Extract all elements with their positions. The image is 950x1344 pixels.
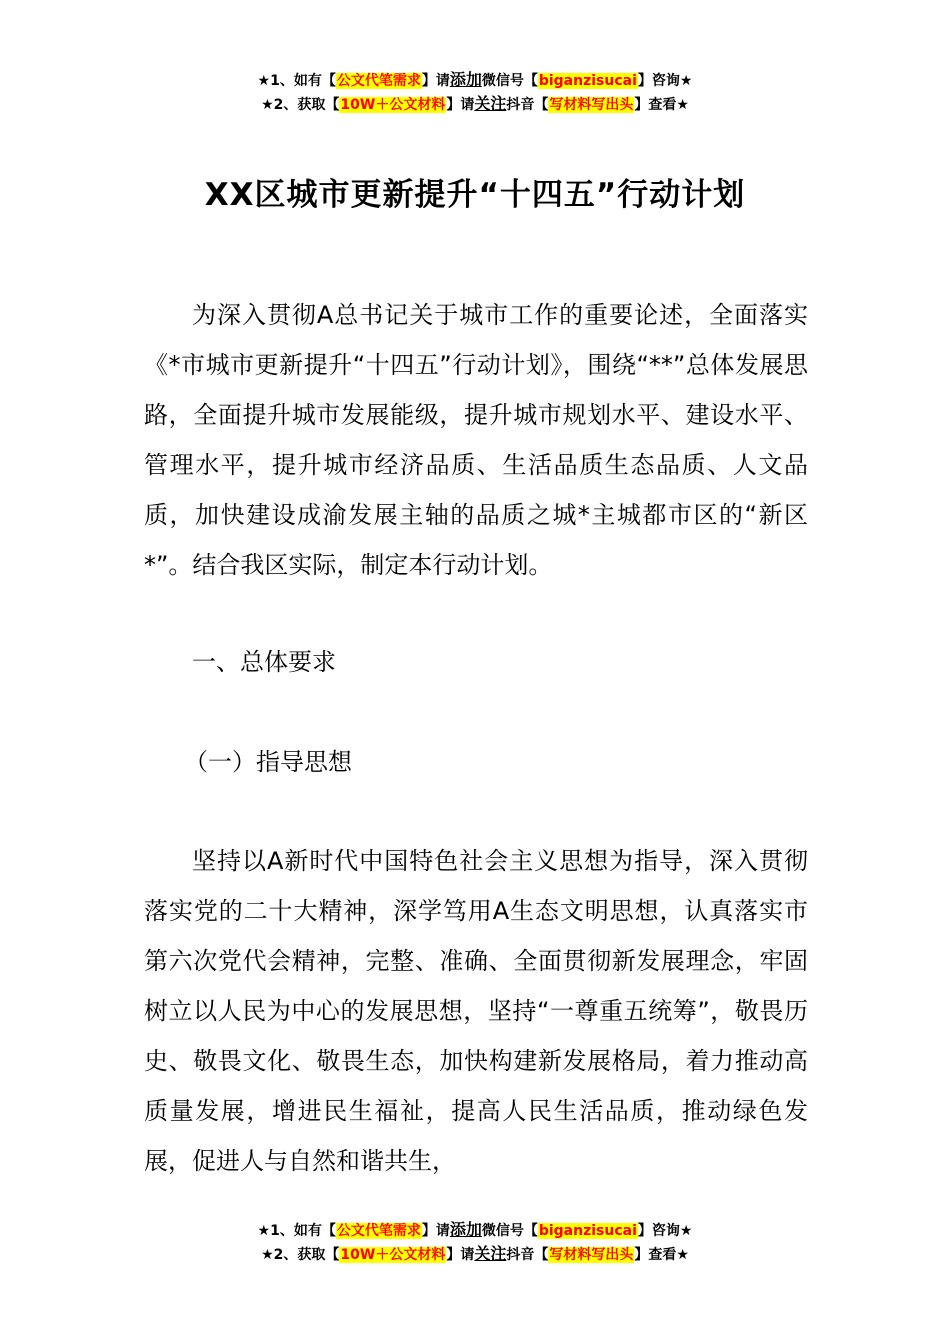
promo-text: 微信号【 — [481, 1223, 538, 1239]
promo-banner-bottom — [0, 1218, 950, 1266]
promo-highlight: 写材料写出头 — [549, 1247, 634, 1263]
promo-text: 】请 — [421, 73, 450, 89]
promo-text: 】咨询★ — [637, 73, 693, 89]
promo-highlight: 写材料写出头 — [549, 97, 634, 113]
promo-line-1 — [0, 1218, 950, 1242]
promo-text: ★2、获取【 — [261, 1247, 340, 1263]
subsection-heading-text: （一）指导思想 — [184, 748, 352, 776]
promo-highlight: biganzisucai — [538, 1223, 637, 1239]
paragraph-intro — [144, 290, 808, 590]
promo-text: ★1、如有【 — [257, 73, 336, 89]
promo-line-2 — [0, 1242, 950, 1266]
promo-text: ★2、获取【 — [261, 97, 340, 113]
promo-emphasis: 关注 — [474, 1244, 507, 1263]
promo-text: 抖音【 — [506, 97, 549, 113]
promo-emphasis: 添加 — [449, 70, 482, 89]
section-heading-text: 一、总体要求 — [192, 648, 336, 676]
section-heading — [144, 637, 808, 687]
promo-text: 】查看★ — [634, 97, 689, 113]
promo-emphasis: 关注 — [474, 94, 507, 113]
promo-banner-top — [0, 68, 950, 116]
promo-line-2 — [0, 92, 950, 116]
promo-text: 微信号【 — [481, 73, 538, 89]
promo-text: 】查看★ — [634, 1247, 689, 1263]
promo-highlight: biganzisucai — [538, 73, 637, 89]
promo-text: 】请 — [421, 1223, 450, 1239]
promo-highlight: 10W＋公文材料 — [340, 97, 446, 113]
promo-text: 抖音【 — [506, 1247, 549, 1263]
promo-emphasis: 添加 — [449, 1220, 482, 1239]
document-title: XX区城市更新提升“十四五”行动计划 — [204, 176, 746, 213]
subsection-heading — [144, 737, 808, 787]
promo-highlight: 公文代笔需求 — [336, 1223, 421, 1239]
promo-text: 】请 — [446, 1247, 475, 1263]
paragraph-guiding-ideology — [144, 836, 808, 1186]
promo-line-1 — [0, 68, 950, 92]
promo-text: 】咨询★ — [637, 1223, 693, 1239]
promo-highlight: 10W＋公文材料 — [340, 1247, 446, 1263]
paragraph-text: 坚持以A新时代中国特色社会主义思想为指导，深入贯彻落实党的二十大精神，深学笃用A生态文明思想，认真落实市第六次党代会精神，完整、准确、全面贯彻新发展理念，牢固树立以人民为中心的发展思想，坚持“一尊重五统筹”，敬畏历史、敬畏文化、敬畏生态，加快构建新发展格局，着力推动高质量发展，增进民生福祉，提高人民生活品质，推动绿色发展，促进人与自然和谐共生， — [144, 847, 808, 1175]
promo-text: ★1、如有【 — [257, 1223, 336, 1239]
promo-highlight: 公文代笔需求 — [336, 73, 421, 89]
paragraph-text: 为深入贯彻A总书记关于城市工作的重要论述，全面落实《*市城市更新提升“十四五”行动计划》，围绕“**”总体发展思路，全面提升城市发展能级，提升城市规划水平、建设水平、管理水平，提升城市经济品质、生活品质生态品质、人文品质，加快建设成渝发展主轴的品质之城*主城都市区的“新区*”。结合我区实际，制定本行动计划。 — [144, 301, 808, 579]
promo-text: 】请 — [446, 97, 475, 113]
